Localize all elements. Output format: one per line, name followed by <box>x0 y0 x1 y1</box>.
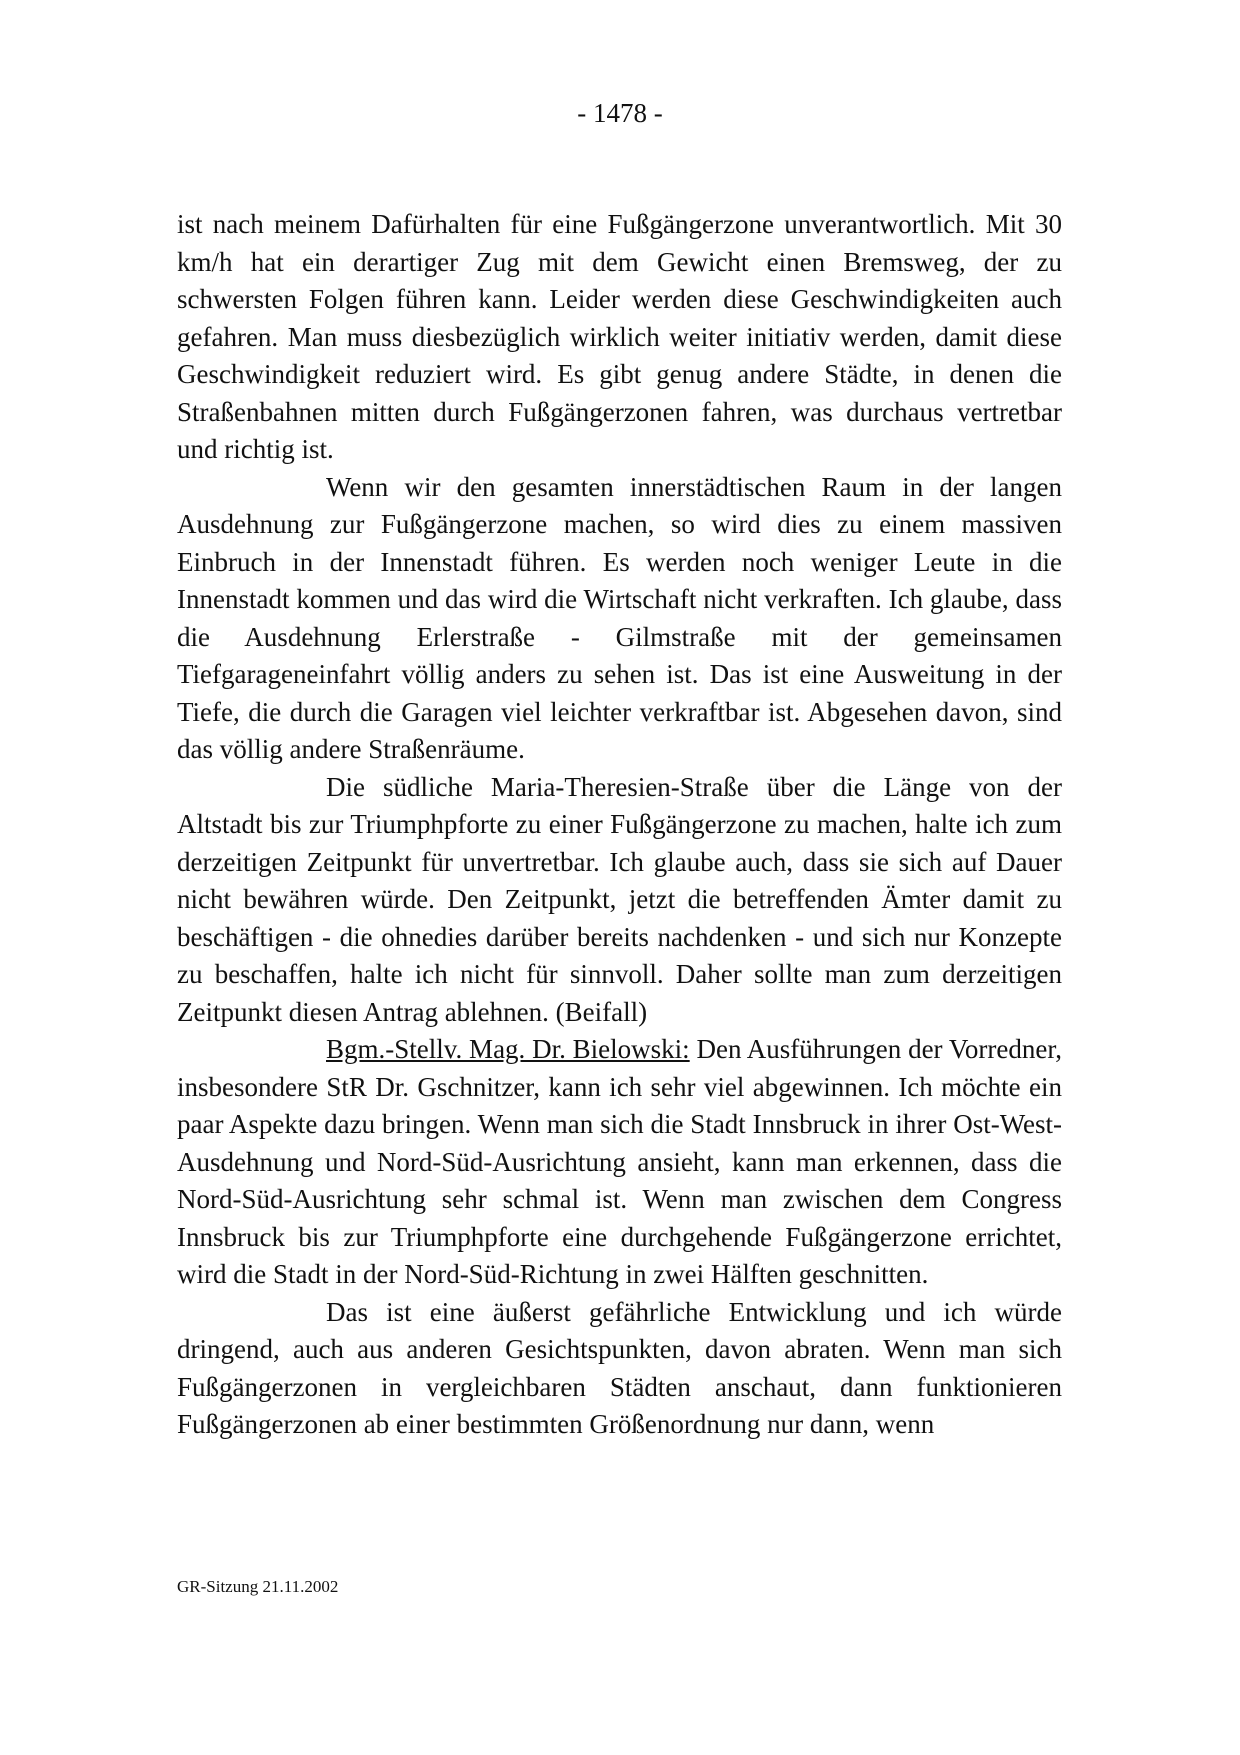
paragraph-5: Das ist eine äußerst gefährliche Entwicklung und ich würde dringend, auch aus anderen Gesichtspunkten, davon abraten. Wenn man sich Fußgängerzonen in vergleichbaren Städten anschaut, dann funktionieren Fußgängerzonen ab einer bestimmten Größenordnung nur dann, wenn <box>177 1296 1062 1439</box>
footer-session-date: GR-Sitzung 21.11.2002 <box>177 1577 339 1596</box>
transcript-body <box>177 206 1062 1444</box>
page-number: - 1478 - <box>577 98 663 128</box>
paragraph-2: Wenn wir den gesamten innerstädtischen Raum in der langen Ausdehnung zur Fußgängerzone machen, so wird dies zu einem massiven Einbruch in der Innenstadt führen. Es werden noch weniger Leute in die Innenstadt kommen und das wird die Wirtschaft nicht verkraften. Ich glaube, dass die Ausdehnung Erlerstraße - Gilmstraße mit der gemeinsamen Tiefgarageneinfahrt völlig anders zu sehen ist. Das ist eine Ausweitung in der Tiefe, die durch die Garagen viel leichter verkraftbar ist. Abgesehen davon, sind das völlig andere Straßenräume. <box>177 471 1062 764</box>
speaker-name: Bgm.-Stellv. Mag. Dr. Bielowski: <box>326 1034 690 1064</box>
paragraph-1: ist nach meinem Dafürhalten für eine Fußgängerzone unverantwortlich. Mit 30 km/h hat ein derartiger Zug mit dem Gewicht einen Bremsweg, der zu schwersten Folgen führen kann. Leider werden diese Geschwindigkeiten auch gefahren. Man muss diesbezüglich wirklich weiter initiativ werden, damit diese Geschwindigkeit reduziert wird. Es gibt genug andere Städte, in denen die Straßenbahnen mitten durch Fußgängerzonen fahren, was durchaus vertretbar und richtig ist. <box>177 209 1062 464</box>
paragraph-3: Die südliche Maria-Theresien-Straße über die Länge von der Altstadt bis zur Triumphpforte zu einer Fußgängerzone zu machen, halte ich zum derzeitigen Zeitpunkt für unvertretbar. Ich glaube auch, dass sie sich auf Dauer nicht bewähren würde. Den Zeitpunkt, jetzt die betreffenden Ämter damit zu beschäftigen - die ohnedies darüber bereits nachdenken - und sich nur Konzepte zu beschaffen, halte ich nicht für sinnvoll. Daher sollte man zum derzeitigen Zeitpunkt diesen Antrag ablehnen. (Beifall) <box>177 771 1062 1027</box>
paragraph-4 <box>177 1031 1062 1294</box>
paragraph-4-text: Den Ausführungen der Vorredner, insbesondere StR Dr. Gschnitzer, kann ich sehr viel abgewinnen. Ich möchte ein paar Aspekte dazu bringen. Wenn man sich die Stadt Innsbruck in ihrer Ost-West-Ausdehnung und Nord-Süd-Ausrichtung ansieht, kann man erkennen, dass die Nord-Süd-Ausrichtung sehr schmal ist. Wenn man zwischen dem Congress Innsbruck bis zur Triumphpforte eine durchgehende Fußgängerzone errichtet, wird die Stadt in der Nord-Süd-Richtung in zwei Hälften geschnitten. <box>177 1034 1063 1289</box>
